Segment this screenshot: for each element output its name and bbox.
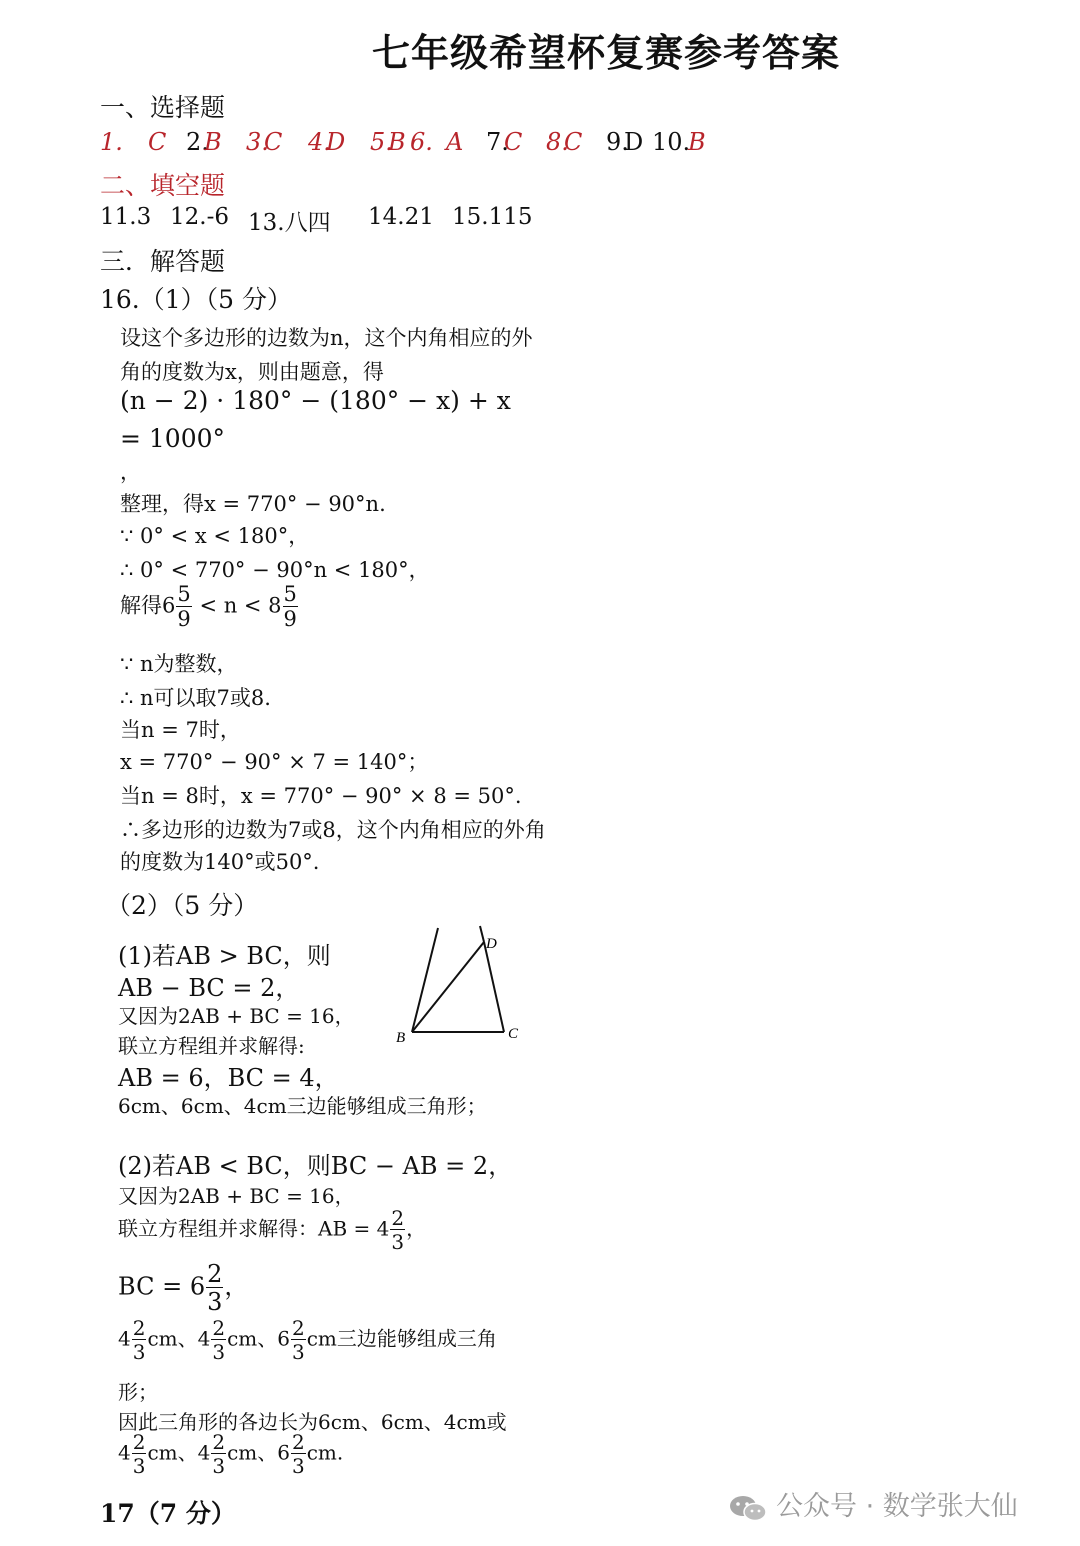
solution-line: 角的度数为x，则由题意，得: [120, 360, 384, 384]
text-fragment: 解得6: [120, 593, 176, 618]
solution-line: AB = 6，BC = 4，: [118, 1064, 339, 1092]
fraction-line: [118, 1318, 497, 1362]
solution-line: ∴ n可以取7或8.: [120, 686, 271, 710]
fraction: [291, 1432, 306, 1476]
fraction-denominator: 3: [212, 1340, 226, 1364]
fill-answer: 13.八四: [248, 210, 331, 236]
choice-num: 4.: [308, 128, 331, 156]
fraction: [211, 1432, 226, 1476]
q16-part2-header: （2）（5 分）: [106, 891, 259, 920]
triangle-figure: [390, 924, 530, 1048]
text-fragment: 联立方程组并求解得：AB = 4: [118, 1216, 390, 1241]
solution-line: 因此三角形的各边长为6cm、6cm、4cm或: [118, 1410, 507, 1434]
solution-line: (2)若AB < BC，则BC − AB = 2，: [118, 1152, 513, 1180]
fraction: [291, 1318, 306, 1362]
text-fragment: ，: [224, 1272, 249, 1301]
fraction-denominator: 3: [212, 1454, 226, 1478]
fraction-numerator: 2: [212, 1430, 226, 1454]
fraction-denominator: 9: [177, 607, 191, 631]
text-fragment: cm、6: [227, 1326, 290, 1351]
watermark: [728, 1484, 1018, 1523]
label-d: D: [486, 936, 497, 952]
section-fill-heading: 二、填空题: [100, 171, 226, 200]
q17-header: 17（7 分）: [100, 1499, 236, 1528]
fill-answer: 14.21: [368, 204, 434, 230]
fraction-numerator: 2: [132, 1316, 146, 1340]
choice-ans: B: [688, 128, 706, 156]
solution-line: 整理，得x = 770° − 90°n.: [120, 492, 386, 516]
fraction-denominator: 3: [207, 1288, 223, 1316]
choice-num: 9.: [606, 128, 629, 156]
text-fragment: cm、4: [147, 1326, 211, 1351]
equation-line: (n − 2) · 180° − (180° − x) + x: [120, 386, 511, 415]
choice-num: 2.: [186, 128, 209, 156]
text-fragment: 4: [118, 1440, 131, 1465]
text-fragment: cm、4: [147, 1440, 211, 1465]
choice-ans: B: [388, 128, 406, 156]
fraction-numerator: 2: [391, 1206, 405, 1230]
fraction-denominator: 3: [291, 1454, 305, 1478]
watermark-text: 公众号 · 数学张大仙: [776, 1491, 1018, 1522]
solution-line: x = 770° − 90° × 7 = 140°；: [120, 750, 429, 774]
fraction-line: [118, 1208, 426, 1252]
solution-line: 的度数为140°或50°.: [120, 850, 320, 874]
solution-line: 形；: [118, 1380, 158, 1404]
fraction: [211, 1318, 226, 1362]
solution-line: 6cm、6cm、4cm三边能够组成三角形；: [118, 1094, 487, 1118]
choice-num: 5.: [370, 128, 393, 156]
fraction-numerator: 2: [291, 1430, 305, 1454]
fraction: [176, 584, 191, 630]
fraction-numerator: 2: [212, 1316, 226, 1340]
fraction-numerator: 2: [207, 1260, 223, 1288]
fraction-denominator: 3: [391, 1230, 405, 1254]
solution-line: (1)若AB > BC，则: [118, 942, 331, 970]
fraction: [283, 584, 298, 630]
fill-answer: 15.115: [452, 204, 533, 230]
solution-line: 当n = 8时，x = 770° − 90° × 8 = 50°.: [120, 784, 522, 808]
text-fragment: < n < 8: [199, 593, 282, 618]
choice-ans: C: [148, 128, 167, 156]
choice-ans: D: [326, 128, 346, 156]
choice-ans: C: [264, 128, 283, 156]
solution-line: 又因为2AB + BC = 16，: [118, 1184, 355, 1208]
fraction-numerator: 5: [283, 582, 297, 606]
equation-line: = 1000°: [120, 424, 226, 453]
label-c: C: [508, 1026, 519, 1042]
fill-answer: 12.-6: [170, 204, 229, 230]
page-title: 七年级希望杯复赛参考答案: [372, 30, 841, 75]
choice-ans: C: [504, 128, 523, 156]
text-fragment: cm、6: [227, 1440, 290, 1465]
fraction-denominator: 3: [132, 1340, 146, 1364]
segment-d-extension: [480, 926, 484, 942]
solution-line: 联立方程组并求解得:: [118, 1034, 305, 1058]
choice-ans: A: [446, 128, 464, 156]
choice-num: 3.: [246, 128, 269, 156]
text-fragment: 4: [118, 1326, 131, 1351]
solution-line: ∴多边形的边数为7或8，这个内角相应的外角: [120, 818, 546, 842]
solution-line: ，: [120, 460, 141, 484]
fraction-numerator: 2: [291, 1316, 305, 1340]
choice-num: 1.: [100, 128, 123, 156]
choice-num: 7.: [486, 128, 509, 156]
solution-line: 当n = 7时，: [120, 718, 241, 742]
choice-ans: B: [204, 128, 222, 156]
choice-ans: C: [564, 128, 583, 156]
text-fragment: ，: [406, 1216, 427, 1241]
fraction-denominator: 3: [132, 1454, 146, 1478]
fraction: [206, 1262, 223, 1314]
text-fragment: cm三边能够组成三角: [306, 1326, 497, 1351]
solution-line: 又因为2AB + BC = 16，: [118, 1004, 355, 1028]
fraction: [132, 1318, 147, 1362]
choice-num: 6.: [410, 128, 433, 156]
section-solution-heading: 三．解答题: [100, 247, 226, 276]
choice-num: 10.: [652, 128, 691, 156]
fraction-denominator: 3: [291, 1340, 305, 1364]
solution-line: 设这个多边形的边数为n，这个内角相应的外: [120, 326, 533, 350]
choice-ans: D: [624, 128, 644, 156]
q16-part1-header: 16.（1）（5 分）: [100, 285, 293, 314]
fraction-line: [118, 1262, 248, 1314]
text-fragment: cm.: [306, 1440, 344, 1465]
wechat-icon: [728, 1493, 768, 1523]
solution-line: AB − BC = 2，: [118, 974, 300, 1002]
fraction: [390, 1208, 405, 1252]
text-fragment: BC = 6: [118, 1272, 206, 1301]
solution-line: ∴ 0° < 770° − 90°n < 180°，: [120, 558, 430, 582]
fraction: [132, 1432, 147, 1476]
fraction-denominator: 9: [283, 607, 297, 631]
solution-line: ∵ 0° < x < 180°，: [120, 524, 310, 548]
choice-num: 8.: [546, 128, 569, 156]
section-choice-heading: 一、选择题: [100, 93, 226, 122]
fraction-numerator: 2: [132, 1430, 146, 1454]
solution-line: ∵ n为整数，: [120, 652, 238, 676]
inequality-line: [120, 584, 299, 630]
fill-answer: 11.3: [100, 204, 152, 230]
label-b: B: [396, 1030, 406, 1046]
fraction-line: [118, 1432, 343, 1476]
fraction-numerator: 5: [177, 582, 191, 606]
segment-cd: [484, 942, 504, 1032]
